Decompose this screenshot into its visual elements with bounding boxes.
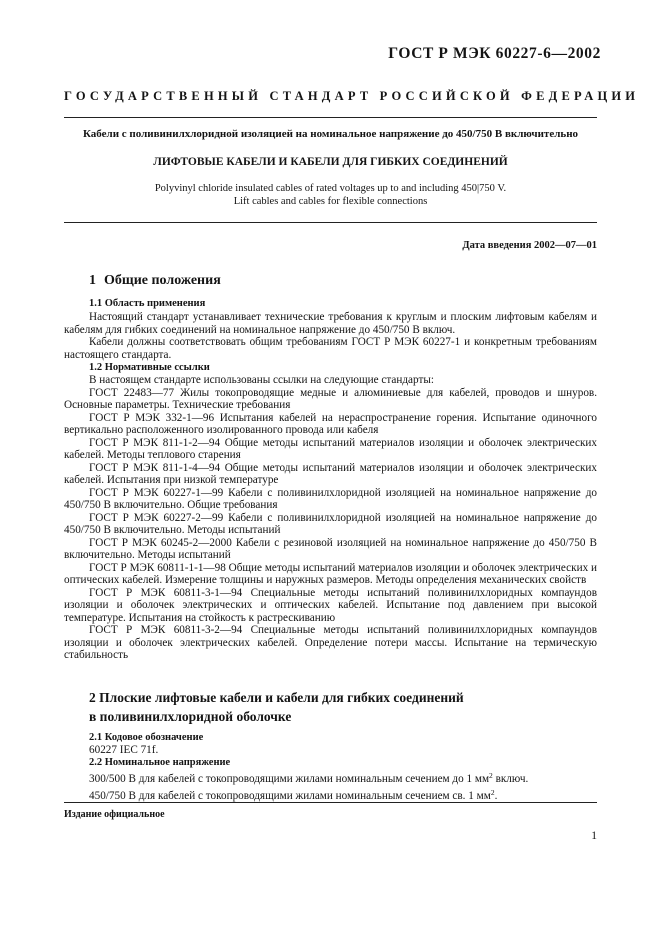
paragraph: Настоящий стандарт устанавливает технические требования к круглым и плоским лифтовым кабелям и кабелям для гибких соединений на номинальное напряжение до 450/750 В включ. — [64, 311, 597, 336]
voltage-line-1 — [89, 769, 597, 786]
superscript: 2 — [489, 771, 493, 780]
section-1-heading — [89, 273, 221, 289]
reference-item: ГОСТ Р МЭК 60811-1-1—98 Общие методы испытаний материалов изоляции и оболочек электрических и оптических кабелей. Измерение толщины и наружных размеров. Методы определения механических свойств — [64, 561, 597, 586]
voltage-line-2-text: 450/750 В для кабелей с токопроводящими жилами номинальным сечением св. 1 мм — [89, 790, 491, 802]
reference-item: ГОСТ Р МЭК 60227-1—99 Кабели с поливинилхлоридной изоляцией на номинальное напряжение до 450/750 В включительно. Общие требования — [64, 486, 597, 511]
subsection-1-2-title: 1.2 Нормативные ссылки — [89, 362, 210, 373]
reference-item: ГОСТ 22483—77 Жилы токопроводящие медные и алюминиевые для кабелей, проводов и шнуров. Основные параметры. Технические требования — [64, 386, 597, 411]
voltage-line-2-tail: . — [494, 790, 498, 802]
superscript: 2 — [490, 788, 495, 797]
subsection-2-2-title: 2.2 Номинальное напряжение — [89, 757, 231, 768]
title-line-1: Кабели с поливинилхлоридной изоляцией на номинальное напряжение до 450/750 В включительно — [82, 128, 579, 140]
document-number: ГОСТ Р МЭК 60227-6—2002 — [388, 45, 601, 62]
top-divider — [64, 117, 597, 118]
official-edition-label: Издание официальное — [64, 809, 165, 820]
voltage-line-1-text: 300/500 В для кабелей с токопроводящими жилами номинальным сечением до 1 мм — [89, 773, 490, 785]
section-2-title-line-2: в поливинилхлоридной оболочке — [89, 709, 292, 724]
state-standard-heading: ГОСУДАРСТВЕННЫЙ СТАНДАРТ РОССИЙСКОЙ ФЕДЕРАЦИИ — [64, 89, 640, 103]
reference-item: ГОСТ Р МЭК 60811-3-1—94 Специальные методы испытаний поливинилхлоридных компаундов изоляции и оболочек электрических и оптических кабелей. Испытание под давлением при высокой температуре. Испытания на стойкость к растрескиванию — [64, 586, 597, 624]
reference-item: ГОСТ Р МЭК 60227-2—99 Кабели с поливинилхлоридной изоляцией на номинальное напряжение до 450/750 В включительно. Методы испытаний — [64, 511, 597, 536]
subsection-1-1-body — [64, 311, 597, 361]
code-designation: 60227 IEC 71f. — [89, 744, 159, 756]
subsection-2-1-title: 2.1 Кодовое обозначение — [89, 732, 204, 743]
intro-date: Дата введения 2002—07—01 — [462, 240, 597, 251]
footer-divider — [64, 802, 597, 803]
subsection-1-1-title: 1.1 Область применения — [89, 298, 206, 309]
english-title-line-1: Polyvinyl chloride insulated cables of rated voltages up to and including 450|750 V. — [154, 183, 507, 194]
voltage-line-2 — [89, 786, 597, 803]
references-list — [64, 374, 597, 662]
voltage-list — [89, 769, 597, 803]
english-title-line-2: Lift cables and cables for flexible connections — [233, 196, 428, 207]
title-divider — [64, 222, 597, 223]
section-2-title-line-1: 2 Плоские лифтовые кабели и кабели для гибких соединений — [89, 690, 464, 705]
reference-item: ГОСТ Р МЭК 332-1—96 Испытания кабелей на нераспространение горения. Испытание одиночного вертикально расположенного изолированного провода или кабеля — [64, 411, 597, 436]
section-1-number: 1 — [89, 273, 96, 288]
section-1-title: Общие положения — [104, 273, 221, 288]
title-line-2: ЛИФТОВЫЕ КАБЕЛИ И КАБЕЛИ ДЛЯ ГИБКИХ СОЕДИНЕНИЙ — [153, 156, 508, 168]
reference-item: ГОСТ Р МЭК 811-1-2—94 Общие методы испытаний материалов изоляции и оболочек электрических кабелей. Методы теплового старения — [64, 436, 597, 461]
reference-item: ГОСТ Р МЭК 60811-3-2—94 Специальные методы испытаний поливинилхлоридных компаундов изоляции и оболочек электрических кабелей. Определение потери массы. Испытание на термическую стабильность — [64, 624, 597, 661]
voltage-line-1-tail: включ. — [492, 773, 529, 785]
reference-item: ГОСТ Р МЭК 811-1-4—94 Общие методы испытаний материалов изоляции и оболочек электрических кабелей. Испытания при низкой температуре — [64, 461, 597, 486]
section-2-heading — [89, 688, 464, 726]
page-number: 1 — [591, 830, 597, 842]
english-title — [64, 182, 597, 208]
references-intro: В настоящем стандарте использованы ссылки на следующие стандарты: — [89, 374, 434, 386]
paragraph: Кабели должны соответствовать общим требованиям ГОСТ Р МЭК 60227-1 и конкретным требованиям настоящего стандарта. — [64, 336, 597, 361]
reference-item: ГОСТ Р МЭК 60245-2—2000 Кабели с резиновой изоляцией на номинальное напряжение до 450/750 В включительно. Методы испытаний — [64, 536, 597, 561]
